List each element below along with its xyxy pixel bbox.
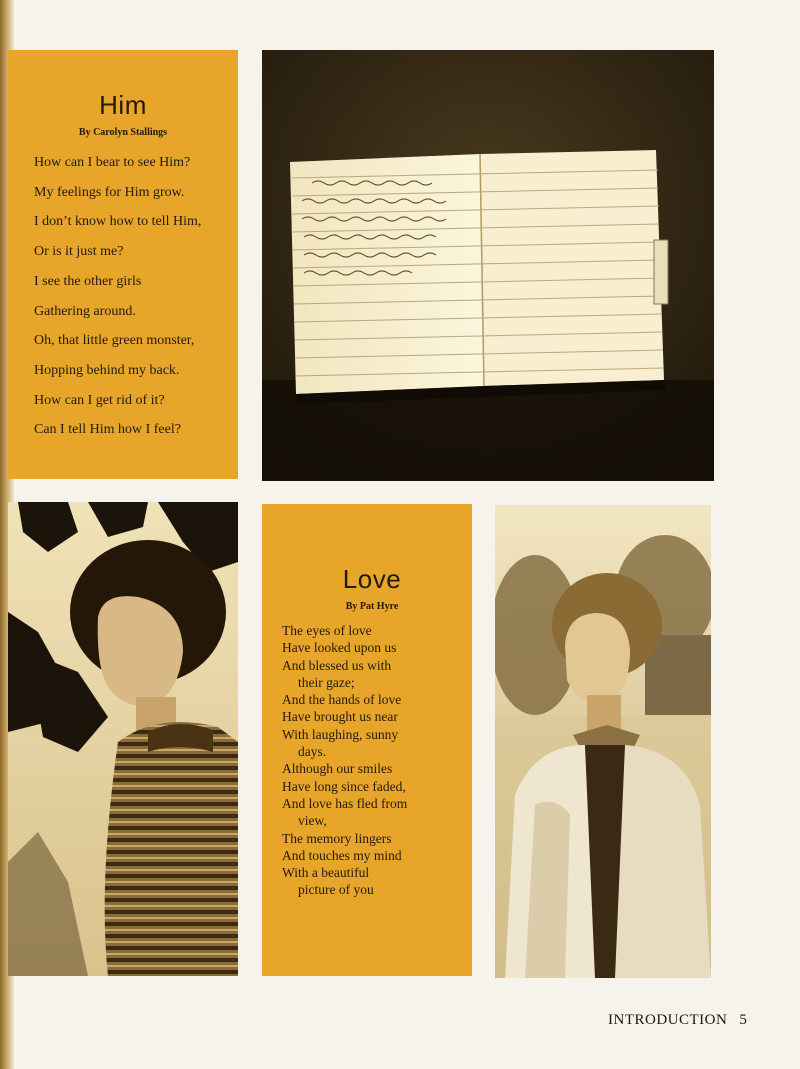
poem-line: I don’t know how to tell Him, <box>34 214 202 230</box>
poem-love-lines <box>282 622 462 899</box>
poem-line: And love has fled from <box>282 795 408 811</box>
poem-line: How can I get rid of it? <box>34 392 165 408</box>
poem-him-title: Him <box>99 90 147 120</box>
poem-line: Gathering around. <box>34 303 136 319</box>
poem-line: picture of you <box>298 882 374 898</box>
poem-line: Have long since faded, <box>282 778 406 794</box>
poem-line: Have looked upon us <box>282 640 397 656</box>
poem-love-author: By Pat Hyre <box>345 601 399 612</box>
poem-line: Have brought us near <box>282 709 398 725</box>
page-footer <box>608 1012 747 1029</box>
poem-line: Although our smiles <box>282 761 393 777</box>
poem-line: Or is it just me? <box>34 244 124 260</box>
poem-line: days. <box>298 744 327 760</box>
poem-line: The eyes of love <box>282 623 372 638</box>
boy-photo <box>495 505 711 978</box>
poem-love-panel <box>262 504 472 976</box>
poem-line: My feelings for Him grow. <box>34 184 185 200</box>
notebook-photo <box>262 50 714 481</box>
poem-line: I see the other girls <box>34 273 142 289</box>
poem-line: their gaze; <box>298 674 355 690</box>
poem-line: And touches my mind <box>282 847 402 863</box>
section-label: INTRODUCTION <box>608 1012 728 1028</box>
poem-line: view, <box>298 813 327 829</box>
page-number: 5 <box>739 1012 748 1028</box>
poem-line: And blessed us with <box>282 657 392 673</box>
poem-line: The memory lingers <box>282 830 392 846</box>
girl-photo <box>8 502 238 976</box>
poem-him-author: By Carolyn Stallings <box>78 127 168 138</box>
poem-love-title: Love <box>342 564 402 594</box>
poem-line: With a beautiful <box>282 865 370 881</box>
poem-him-lines <box>34 148 224 445</box>
poem-line: And the hands of love <box>282 692 402 708</box>
poem-line: How can I bear to see Him? <box>34 155 191 170</box>
poem-line: Oh, that little green monster, <box>34 333 195 349</box>
poem-him-panel <box>8 50 238 479</box>
poem-line: With laughing, sunny <box>282 726 399 742</box>
poem-line: Hopping behind my back. <box>34 362 180 378</box>
poem-line: Can I tell Him how I feel? <box>34 422 181 438</box>
